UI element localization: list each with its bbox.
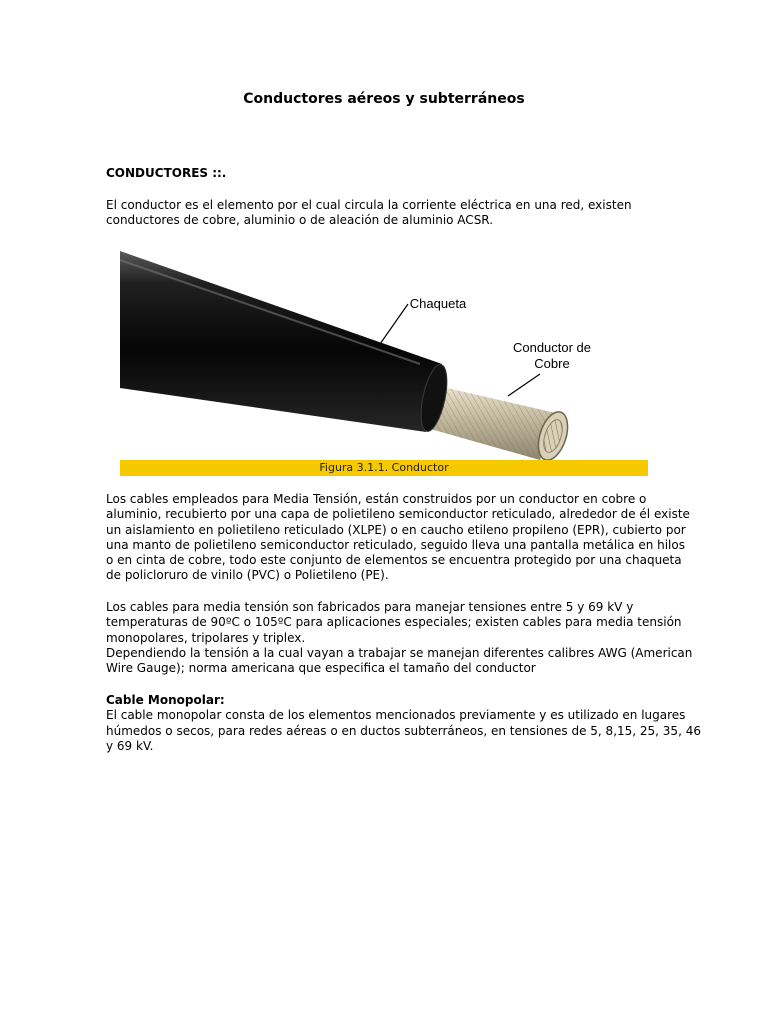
conductor-leader-line (508, 374, 540, 396)
paragraph-line: temperaturas de 90ºC o 105ºC para aplicaciones especiales; existen cables para media tensión (106, 615, 682, 630)
jacket-leader-line (380, 304, 408, 344)
label-conductor-line2: Cobre (534, 356, 570, 371)
label-jacket: Chaqueta (409, 296, 467, 311)
intro-paragraph (106, 198, 666, 229)
paragraph-line: un aislamiento en polietileno reticulado (XLPE) o en caucho etileno propileno (EPR), cubierto por (106, 522, 686, 537)
cable-jacket (120, 251, 452, 434)
paragraph-line: y 69 kV. (106, 738, 154, 753)
paragraph-line: conductores de cobre, aluminio o de aleación de aluminio ACSR. (106, 213, 494, 228)
paragraph-line: Los cables empleados para Media Tensión, están construidos por un conductor en cobre o (106, 492, 647, 506)
paragraph-monopolar (106, 693, 701, 754)
paragraph-voltages (106, 600, 693, 676)
page-title: Conductores aéreos y subterráneos (243, 91, 525, 107)
paragraph-line: Wire Gauge); norma americana que especifica el tamaño del conductor (106, 661, 536, 676)
section-heading: CONDUCTORES ::. (106, 166, 227, 180)
paragraph-line: El cable monopolar consta de los elementos mencionados previamente y es utilizado en lugares (106, 708, 686, 723)
paragraph-line: Los cables para media tensión son fabricados para manejar tensiones entre 5 y 69 kV y (106, 600, 634, 614)
paragraph-line: o en cinta de cobre, todo este conjunto de elementos se encuentra protegido por una chaqueta (106, 553, 682, 568)
paragraph-line: una manto de polietileno semiconductor reticulado, seguido lleva una pantalla metálica en hilos (106, 537, 685, 552)
monopolar-heading: Cable Monopolar: (106, 693, 225, 707)
paragraph-line: El conductor es el elemento por el cual circula la corriente eléctrica en una red, existen (106, 198, 632, 212)
figure-caption: Figura 3.1.1. Conductor (120, 460, 648, 476)
cable-figure (120, 246, 650, 476)
paragraph-line: monopolares, tripolares y triplex. (106, 630, 306, 645)
paragraph-medium-voltage (106, 492, 690, 584)
paragraph-line: aluminio, recubierto por una capa de polietileno semiconductor reticulado, alrededor de él existe (106, 507, 690, 522)
paragraph-line: Dependiendo la tensión a la cual vayan a trabajar se manejan diferentes calibres AWG (American (106, 645, 693, 660)
paragraph-line: de policloruro de vinilo (PVC) o Polietileno (PE). (106, 568, 389, 583)
label-conductor-line1: Conductor de (512, 340, 592, 355)
paragraph-line: húmedos o secos, para redes aéreas o en ductos subterráneos, en tensiones de 5, 8,15, 25, 35, 46 (106, 723, 701, 738)
